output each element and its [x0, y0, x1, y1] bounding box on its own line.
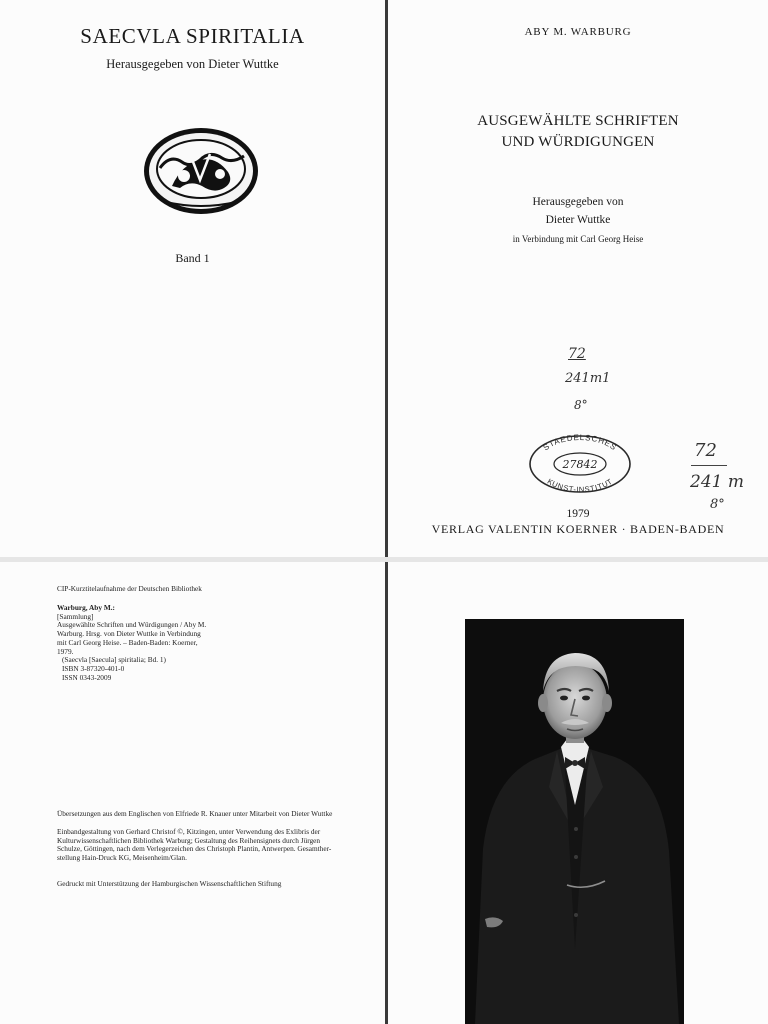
title-page [388, 0, 768, 557]
imprint-page [0, 562, 385, 1024]
portrait-photograph [465, 619, 684, 1024]
editor-line-1: Herausgegeben von [532, 196, 624, 208]
margin-note-1: 72 [694, 440, 717, 461]
stamp-bottom-text: KUNST-INSTITUT [545, 476, 615, 494]
book-title-line-2: UND WÜRDIGUNGEN [501, 134, 655, 150]
series-title: SAECVLA SPIRITALIA [80, 24, 305, 48]
translation-note: Übersetzungen aus dem Englischen von Elfriede R. Knauer unter Mitarbeit von Dieter Wuttke [57, 809, 333, 818]
volume-number: Band 1 [175, 251, 210, 265]
binding-note [57, 828, 331, 863]
author-name: ABY M. WARBURG [524, 26, 632, 38]
svg-text:KUNST-INSTITUT [546, 477, 615, 494]
cip-line: Warburg, Aby M.: [57, 603, 115, 612]
handwritten-shelfmark-3: 8° [574, 398, 588, 412]
editor-line-2: Dieter Wuttke [545, 214, 611, 226]
cip-line: (Saecvla [Saecula] spiritalia; Bd. 1) [62, 655, 166, 665]
library-stamp [527, 434, 633, 494]
series-editor: Herausgegeben von Dieter Wuttke [106, 57, 279, 71]
publisher-imprint: VERLAG VALENTIN KOERNER · BADEN-BADEN [431, 522, 725, 536]
binding-line: Kulturwissenschaftlichen Bibliothek Warburg; Gestaltung des Reihensignets durch Jürgen [57, 835, 321, 845]
binding-line: Einbandgestaltung von Gerhard Christof ©, Kitzingen, unter Verwendung des Exlibris der [57, 827, 321, 836]
cip-line: ISSN 0343-2009 [62, 672, 112, 682]
handwritten-shelfmark-1: 72 [568, 346, 586, 362]
svg-text:STAEDELSCHES [541, 434, 618, 452]
handwritten-shelfmark-2: 241m1 [565, 371, 611, 386]
publication-year: 1979 [566, 508, 590, 520]
editor-line-3: in Verbindung mit Carl Georg Heise [512, 234, 644, 244]
cip-line: ISBN 3-87320-401-0 [62, 663, 125, 673]
binding-line: Schulze, Göttingen, nach dem Verlegerzeichen des Christoph Plantin, Antwerpen. Gesamther- [57, 844, 332, 854]
margin-note-2: 241 m [690, 472, 744, 492]
cip-entry [57, 604, 206, 682]
cip-line: mit Carl Georg Heise. – Baden-Baden: Koerner, [57, 637, 198, 647]
series-half-title-page [0, 0, 385, 557]
cip-line: Ausgewählte Schriften und Würdigungen / Aby M. [57, 620, 207, 630]
stamp-number: 27842 [562, 458, 598, 471]
book-title [388, 111, 768, 153]
cip-heading: CIP-Kurztitelaufnahme der Deutschen Bibliothek [57, 584, 202, 593]
printing-note: Gedruckt mit Unterstützung der Hamburgischen Wissenschaftlichen Stiftung [57, 879, 282, 888]
portrait-figure [465, 619, 684, 1024]
cip-line: [Sammlung] [57, 611, 94, 621]
frontispiece-page [388, 562, 768, 1024]
stamp-top-text: STAEDELSCHES [541, 434, 619, 453]
book-title-line-1: AUSGEWÄHLTE SCHRIFTEN [477, 113, 679, 129]
cip-line: Warburg. Hrsg. von Dieter Wuttke in Verbindung [57, 629, 201, 639]
cip-line: 1979. [57, 646, 74, 656]
series-signet-emblem [142, 126, 260, 216]
margin-note-3: 8° [710, 497, 725, 512]
margin-note-divider [691, 465, 727, 466]
binding-line: stellung Hain-Druck KG, Meisenheim/Glan. [57, 853, 187, 863]
